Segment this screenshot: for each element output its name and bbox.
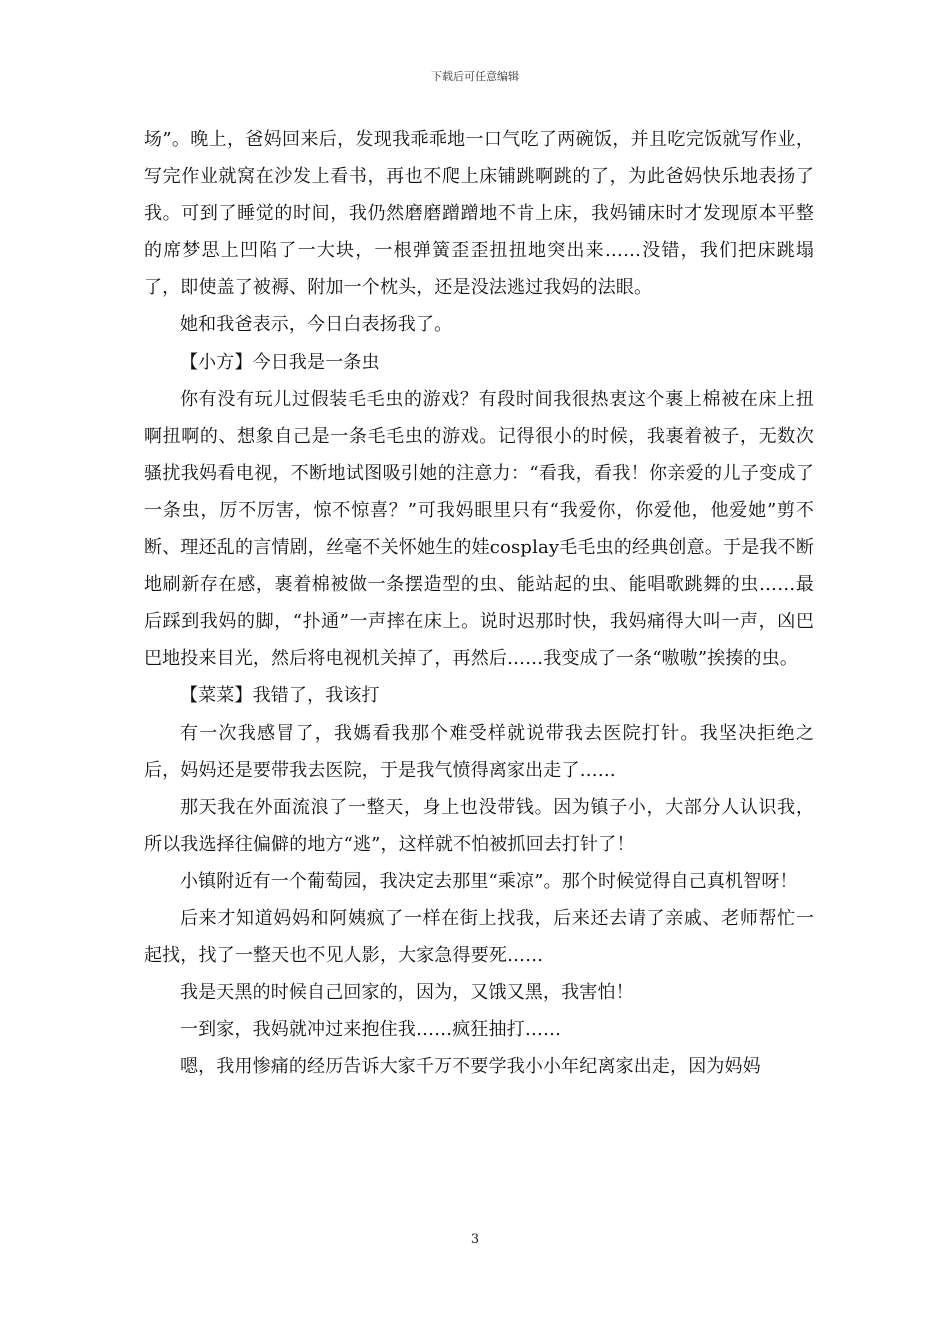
paragraph-9: 后来才知道妈妈和阿姨疯了一样在街上找我，后来还去请了亲戚、老师帮忙一起找，找了一整天也不见人影，大家急得要死…… xyxy=(144,907,814,967)
paragraph-10: 我是天黑的时候自己回家的，因为，又饿又黑，我害怕！ xyxy=(180,982,634,1004)
page-number: 3 xyxy=(470,1232,480,1247)
paragraph-1: 场”。晚上，爸妈回来后，发现我乖乖地一口气吃了两碗饭，并且吃完饭就写作业，写完作业就窝在沙发上看书，再也不爬上床铺跳啊跳的了，为此爸妈快乐地表扬了我。可到了睡觉的时间，我仍然磨磨蹭蹭地不肯上床，我妈铺床时才发现原本平整的席梦思上凹陷了一大块，一根弹簧歪歪扭扭地突出来……没错，我们把床跳塌了，即使盖了被褥、附加一个枕头，还是没法逃过我妈的法眼。 xyxy=(144,129,814,299)
paragraph-6: 有一次我感冒了，我媽看我那个难受样就说带我去医院打针。我坚决拒绝之后，妈妈还是要带我去医院，于是我气愤得离家出走了…… xyxy=(144,722,814,781)
paragraph-11: 一到家，我妈就冲过来抱住我……疯狂抽打…… xyxy=(180,1019,562,1041)
section-heading-caicai: 【菜菜】我错了，我该打 xyxy=(180,685,380,707)
page-header-note: 下载后可任意编辑 xyxy=(431,70,519,83)
paragraph-8: 小镇附近有一个葡萄园，我决定去那里“乘凉”。那个时候觉得自己真机智呀！ xyxy=(180,870,798,892)
paragraph-12: 嗯，我用惨痛的经历告诉大家千万不要学我小小年纪离家出走，因为妈妈 xyxy=(180,1056,761,1078)
paragraph-4: 你有没有玩儿过假装毛毛虫的游戏？有段时间我很热衷这个裹上棉被在床上扭啊扭啊的、想象自己是一条毛毛虫的游戏。记得很小的时候，我裹着被子，无数次骚扰我妈看电视，不断地试图吸引她的注意力：“看我，看我！你亲爱的儿子变成了一条虫，厉不厉害，惊不惊喜？”可我妈眼里只有“我爱你，你爱他，他爱她”剪不断、理还乱的言情剧，丝毫不关怀她生的娃cosplay毛毛虫的经典创意。于是我不断地刷新存在感，裹着棉被做一条摆造型的虫、能站起的虫、能唱歌跳舞的虫……最后踩到我妈的脚，“扑通”一声摔在床上。说时迟那时快，我妈痛得大叫一声，凶巴巴地投来目光，然后将电视机关掉了，再然后……我变成了一条“嗷嗷”挨揍的虫。 xyxy=(144,388,814,670)
section-heading-xiaofang: 【小方】今日我是一条虫 xyxy=(180,351,380,373)
document-body xyxy=(144,121,814,1085)
paragraph-2: 她和我爸表示，今日白表扬我了。 xyxy=(180,314,453,336)
paragraph-7: 那天我在外面流浪了一整天，身上也没带钱。因为镇子小，大部分人认识我，所以我选择往偏僻的地方“逃”，这样就不怕被抓回去打针了！ xyxy=(144,796,814,855)
